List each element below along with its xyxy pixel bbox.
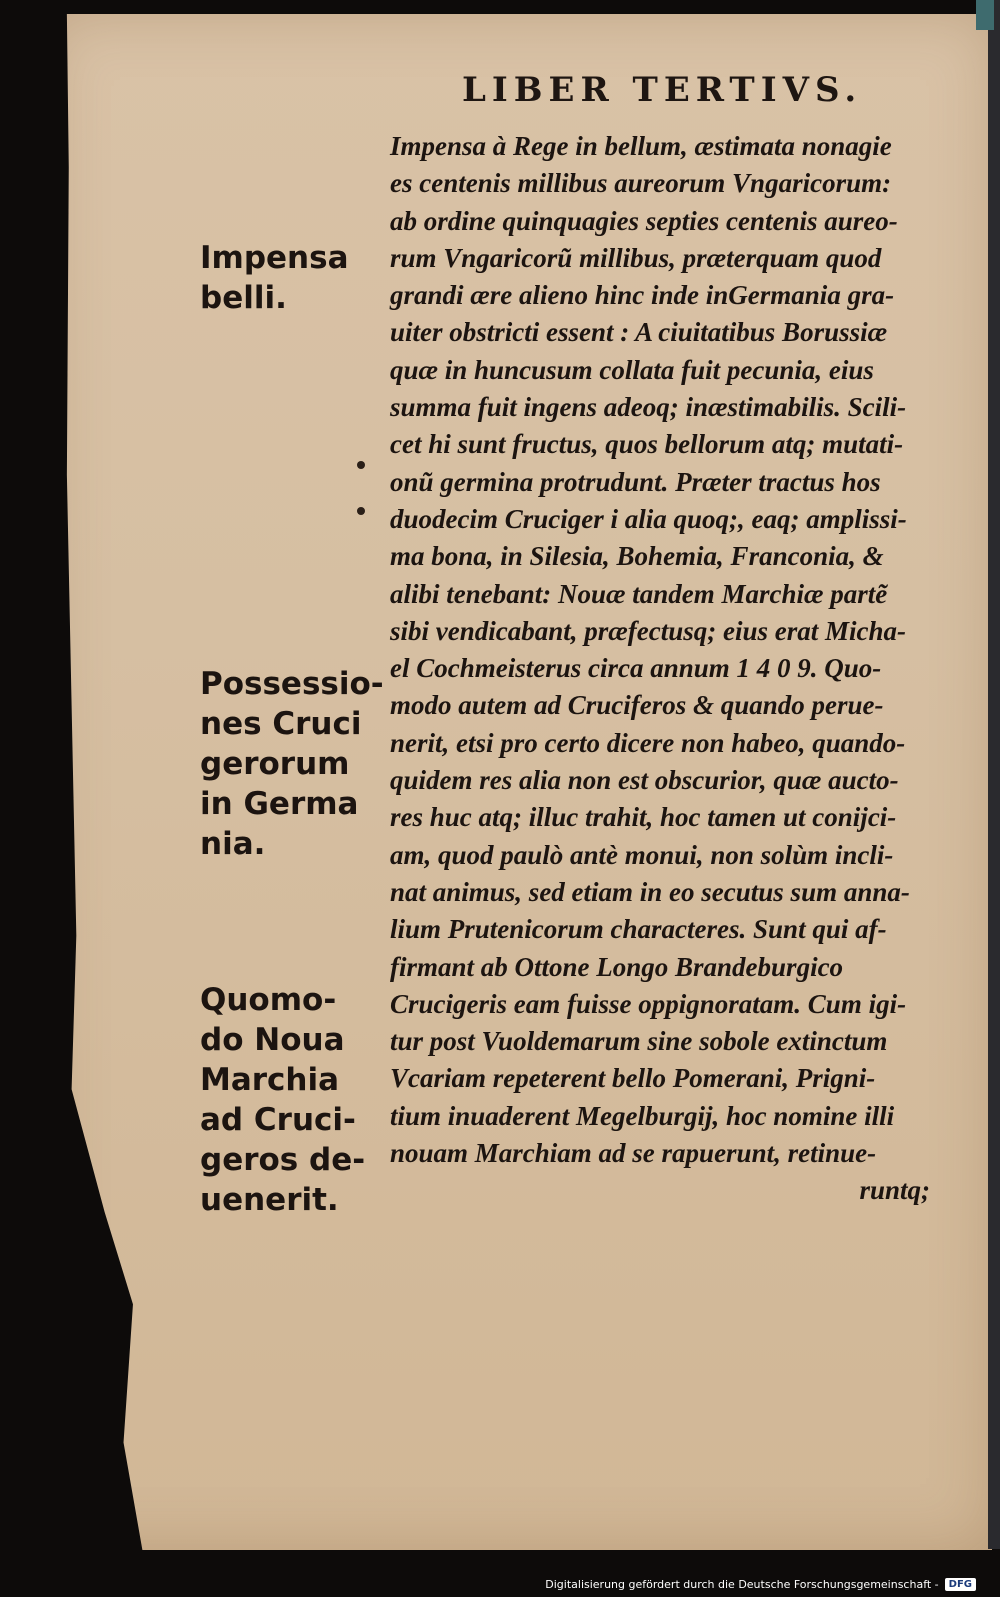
main-text-line: Impensa à Rege in bellum, æstimata nonagie (390, 131, 892, 161)
marginal-note-line: uenerit. (200, 1182, 339, 1218)
main-text-line: es centenis millibus aureorum Vngaricorum: (390, 168, 892, 199)
main-text-line: res huc atq; illuc trahit, hoc tamen ut conijci- (390, 802, 897, 833)
main-text-line: modo autem ad Cruciferos & quando perue- (390, 690, 884, 721)
marginal-note-line: geros de- (200, 1142, 366, 1178)
main-text-line: Crucigeris eam fuisse oppignoratam. Cum igi- (390, 988, 907, 1019)
main-text-line: rum Vngaricorũ millibus, præterquam quod (390, 242, 882, 273)
ink-mark (357, 461, 365, 469)
main-text-line: duodecim Cruciger i alia quoq;, eaq; amplissi- (390, 503, 907, 534)
marginal-note-line: nes Cruci (200, 706, 362, 742)
marginal-note-line: belli. (200, 280, 287, 316)
main-text-line: firmant ab Ottone Longo Brandeburgico (390, 951, 844, 982)
main-text-line: quidem res alia non est obscurior, quæ aucto- (390, 765, 899, 796)
main-text-line: Vcariam repeterent bello Pomerani, Prigni- (390, 1063, 876, 1094)
marginal-note-line: nia. (200, 826, 266, 862)
main-text-line: el Cochmeisterus circa annum 1 4 0 9. Quo- (390, 653, 882, 684)
main-text-line: tur post Vuoldemarum sine sobole extinctum (390, 1026, 888, 1057)
marginal-note-line: ad Cruci- (200, 1102, 356, 1138)
main-text-block (390, 128, 970, 1210)
main-text-line: nouam Marchiam ad se rapuerunt, retinue- (390, 1138, 877, 1169)
main-text-line: runtq; (859, 1175, 930, 1206)
marginal-note-line: gerorum (200, 746, 350, 782)
main-text-line: grandi ære alieno hinc inde inGermania gra- (390, 280, 895, 311)
main-text-line: alibi tenebant: Nouæ tandem Marchiæ partẽ (390, 578, 888, 609)
page-right-edge (988, 0, 1000, 1549)
marginal-note-line: Possessio- (200, 666, 384, 702)
credit-text: Digitalisierung gefördert durch die Deutsche Forschungsgemeinschaft - (545, 1577, 939, 1591)
main-text-line: cet hi sunt fructus, quos bellorum atq; mutati- (390, 429, 904, 460)
marginal-note-line: do Noua (200, 1022, 345, 1058)
main-text-line: quæ in huncusum collata fuit pecunia, eius (390, 354, 874, 385)
dfg-logo: DFG (945, 1578, 976, 1591)
main-text-line: tium inuaderent Megelburgij, hoc nomine illi (390, 1100, 895, 1131)
main-text-line: summa fuit ingens adeoq; inæstimabilis. Scili- (390, 392, 907, 423)
main-text-line: lium Prutenicorum characteres. Sunt qui af- (390, 914, 887, 945)
marginal-note-line: Quomo- (200, 982, 337, 1018)
color-calibration-strip (976, 0, 994, 30)
marginal-note-line: in Germa (200, 786, 359, 822)
main-text-line: nat animus, sed etiam in eo secutus sum anna- (390, 876, 910, 907)
main-text-line: onũ germina protrudunt. Præter tractus hos (390, 466, 881, 497)
digitization-credit (545, 1573, 976, 1595)
marginal-note-possessiones (200, 664, 384, 864)
main-text-line: nerit, etsi pro certo dicere non habeo, quando- (390, 727, 906, 758)
main-text-line: sibi vendicabant, præfectusq; eius erat Micha- (390, 615, 906, 646)
marginal-note-quomodo (200, 980, 378, 1220)
running-head: LIBER TERTIVS. (462, 70, 863, 110)
marginal-note-line: Impensa (200, 240, 349, 276)
marginal-note-line: Marchia (200, 1062, 340, 1098)
ink-mark (357, 507, 365, 515)
main-text-line: am, quod paulò antè monui, non solùm incli- (390, 839, 894, 870)
main-text-line: ma bona, in Silesia, Bohemia, Franconia, & (390, 541, 884, 572)
main-text-line: uiter obstricti essent : A ciuitatibus Borussiæ (390, 317, 888, 348)
marginal-note-impensa (200, 238, 378, 318)
main-text-line: ab ordine quinquagies septies centenis aureo- (390, 205, 898, 236)
